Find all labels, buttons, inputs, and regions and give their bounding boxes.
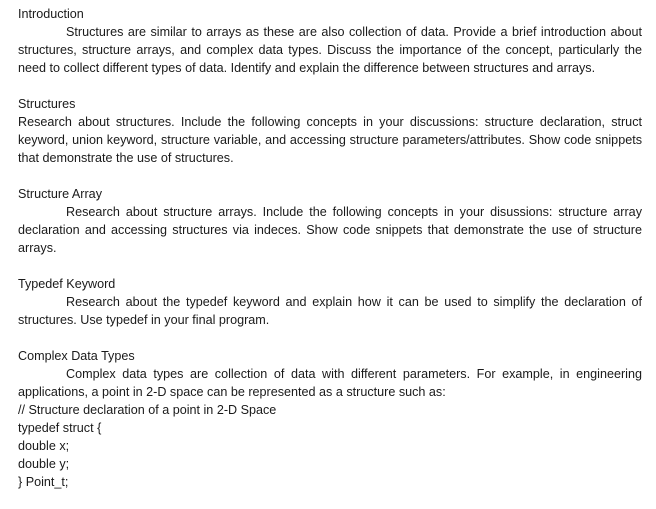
code-snippet bbox=[18, 401, 642, 491]
section-body: Research about structure arrays. Include the following concepts in your disussions: structure array declaration and accessing structures via indeces. Show code snippets that demonstrate the use of structure arrays. bbox=[18, 205, 642, 255]
document-page bbox=[18, 5, 642, 509]
section-typedef-keyword bbox=[18, 275, 642, 329]
code-line: double y; bbox=[18, 457, 70, 471]
section-body: Structures are similar to arrays as these are also collection of data. Provide a brief introduction about structures, structure arrays, and complex data types. Discuss the importance of the concept, particularly the need to collect different types of data. Identify and explain the difference between structures and arrays. bbox=[18, 25, 642, 75]
section-body: Complex data types are collection of data with different parameters. For example, in engineering applications, a point in 2-D space can be represented as a structure such as: bbox=[18, 367, 642, 399]
section-body: Research about the typedef keyword and explain how it can be used to simplify the declaration of structures. Use typedef in your final program. bbox=[18, 295, 642, 327]
section-complex-data-types bbox=[18, 347, 642, 491]
section-structures bbox=[18, 95, 642, 167]
code-line: } Point_t; bbox=[18, 475, 69, 489]
section-heading: Typedef Keyword bbox=[18, 277, 116, 291]
section-heading: Structure Array bbox=[18, 187, 102, 201]
section-structure-array bbox=[18, 185, 642, 257]
section-heading: Complex Data Types bbox=[18, 349, 135, 363]
code-line: typedef struct { bbox=[18, 421, 102, 435]
code-line: double x; bbox=[18, 439, 70, 453]
section-heading: Introduction bbox=[18, 7, 84, 21]
section-body: Research about structures. Include the following concepts in your discussions: structure declaration, struct keyword, union keyword, structure variable, and accessing structure parameters/attributes. Show code snippets that demonstrate the use of structures. bbox=[18, 115, 642, 165]
section-introduction bbox=[18, 5, 642, 77]
section-heading: Structures bbox=[18, 97, 76, 111]
code-line: // Structure declaration of a point in 2-D Space bbox=[18, 403, 277, 417]
